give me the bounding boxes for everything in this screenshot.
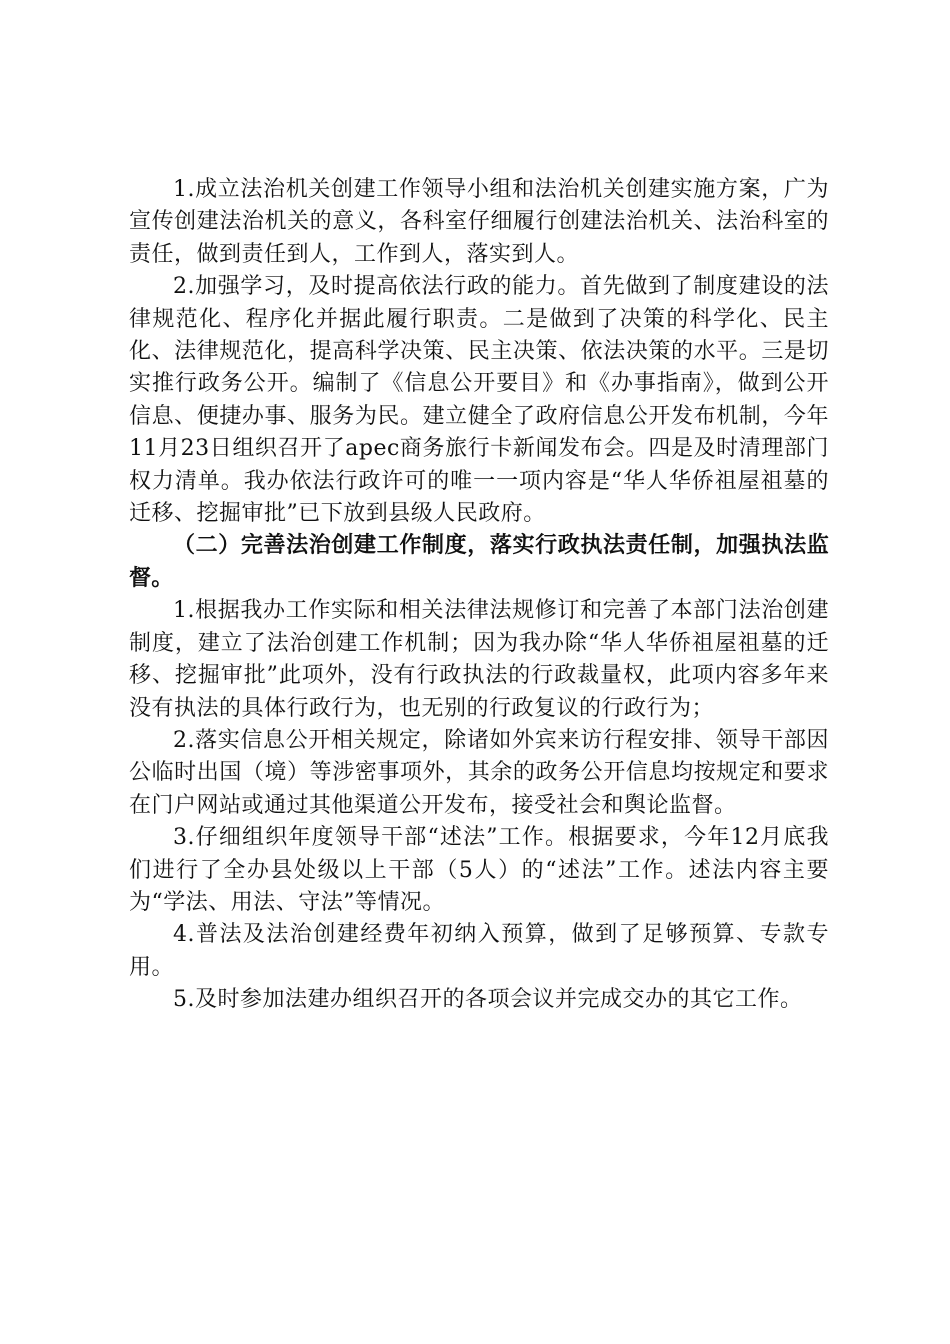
paragraph-2: 2.加强学习，及时提高依法行政的能力。首先做到了制度建设的法律规范化、程序化并据此履行职责。二是做到了决策的科学化、民主化、法律规范化，提高科学决策、民主决策、依法决策的水平。三是切实推行政务公开。编制了《信息公开要目》和《办事指南》，做到公开信息、便捷办事、服务为民。建立健全了政府信息公开发布机制，今年11月23日组织召开了apec商务旅行卡新闻发布会。四是及时清理部门权力清单。我办依法行政许可的唯一一项内容是“华人华侨祖屋祖墓的迁移、挖掘审批”已下放到县级人民政府。 [129, 274, 829, 527]
paragraph-5: 3.仔细组织年度领导干部“述法”工作。根据要求，今年12月底我们进行了全办县处级以上干部（5人）的“述法”工作。述法内容主要为“学法、用法、守法”等情况。 [129, 825, 829, 915]
paragraph-3: 1.根据我办工作实际和相关法律法规修订和完善了本部门法治创建制度，建立了法治创建工作机制；因为我办除“华人华侨祖屋祖墓的迁移、挖掘审批”此项外，没有行政执法的行政裁量权，此项内容多年来没有执法的具体行政行为，也无别的行政复议的行政行为； [129, 598, 829, 721]
document-body [129, 174, 829, 1017]
section-heading: （二）完善法治创建工作制度，落实行政执法责任制，加强执法监督。 [129, 533, 829, 591]
paragraph-6: 4.普法及法治创建经费年初纳入预算，做到了足够预算、专款专用。 [129, 922, 829, 980]
paragraph-1: 1.成立法治机关创建工作领导小组和法治机关创建实施方案，广为宣传创建法治机关的意义，各科室仔细履行创建法治机关、法治科室的责任，做到责任到人，工作到人，落实到人。 [129, 177, 829, 267]
paragraph-7: 5.及时参加法建办组织召开的各项会议并完成交办的其它工作。 [173, 987, 803, 1013]
paragraph-4: 2.落实信息公开相关规定，除诸如外宾来访行程安排、领导干部因公临时出国（境）等涉密事项外，其余的政务公开信息均按规定和要求在门户网站或通过其他渠道公开发布，接受社会和舆论监督。 [129, 727, 829, 818]
